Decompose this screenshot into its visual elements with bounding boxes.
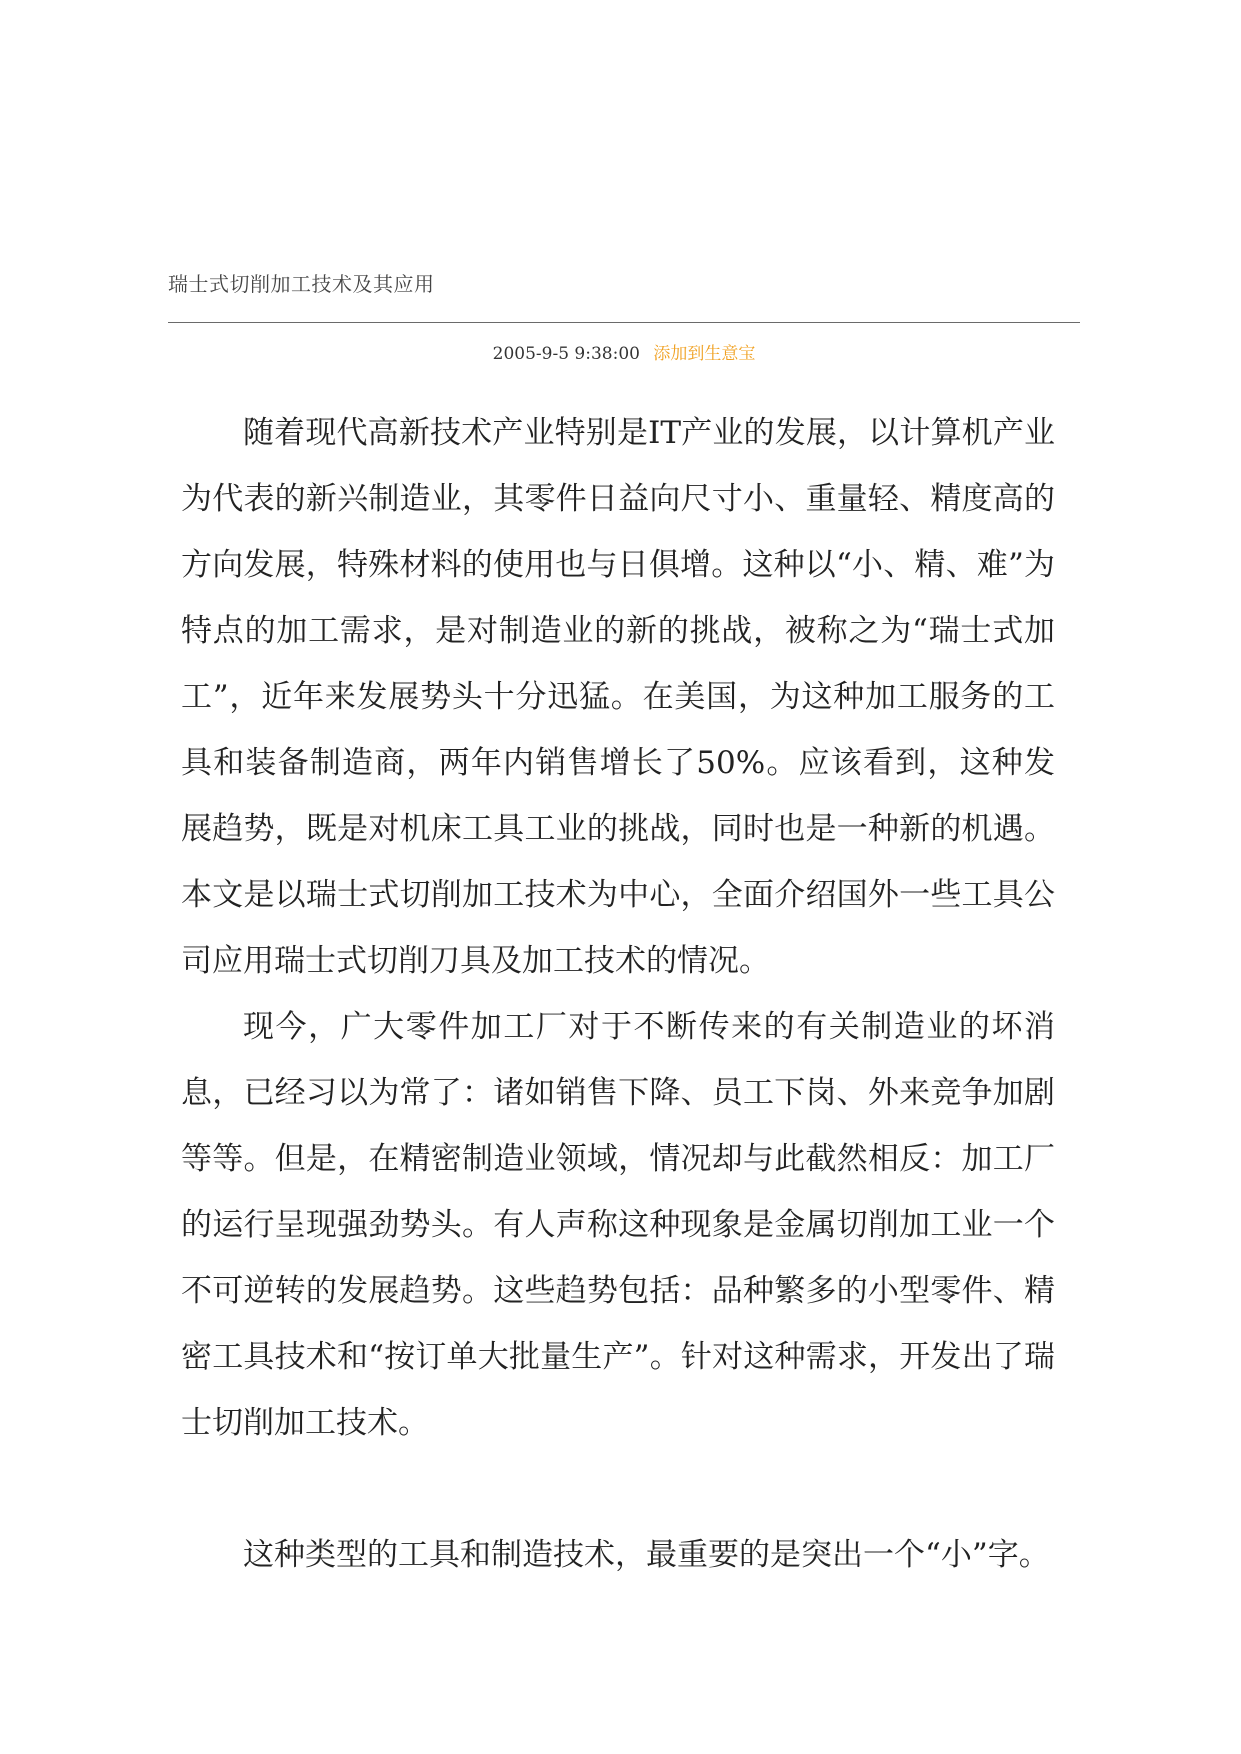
- publish-timestamp: 2005-9-5 9:38:00: [492, 344, 640, 364]
- add-to-shengyibao-link[interactable]: 添加到生意宝: [653, 344, 756, 364]
- title-divider: [168, 322, 1080, 323]
- paragraph-1: 随着现代高新技术产业特别是IT产业的发展，以计算机产业为代表的新兴制造业，其零件日益向尺寸小、重量轻、精度高的方向发展，特殊材料的使用也与日俱增。这种以“小、精、难”为特点的加工需求，是对制造业的新的挑战，被称之为“瑞士式加工”，近年来发展势头十分迅猛。在美国，为这种加工服务的工具和装备制造商，两年内销售增长了50%。应该看到，这种发展趋势，既是对机床工具工业的挑战，同时也是一种新的机遇。本文是以瑞士式切削加工技术为中心，全面介绍国外一些工具公司应用瑞士式切削刀具及加工技术的情况。: [181, 415, 1055, 979]
- article-meta: [168, 339, 1080, 364]
- article-title: 瑞士式切削加工技术及其应用: [168, 272, 435, 296]
- paragraph-3: 这种类型的工具和制造技术，最重要的是突出一个“小”字。: [243, 1537, 1050, 1573]
- paragraph-2: 现今，广大零件加工厂对于不断传来的有关制造业的坏消息，已经习以为常了：诸如销售下降、员工下岗、外来竞争加剧等等。但是，在精密制造业领域，情况却与此截然相反：加工厂的运行呈现强劲势头。有人声称这种现象是金属切削加工业一个不可逆转的发展趋势。这些趋势包括：品种繁多的小型零件、精密工具技术和“按订单大批量生产”。针对这种需求，开发出了瑞士切削加工技术。: [181, 1009, 1055, 1441]
- article-body: [181, 400, 1055, 1588]
